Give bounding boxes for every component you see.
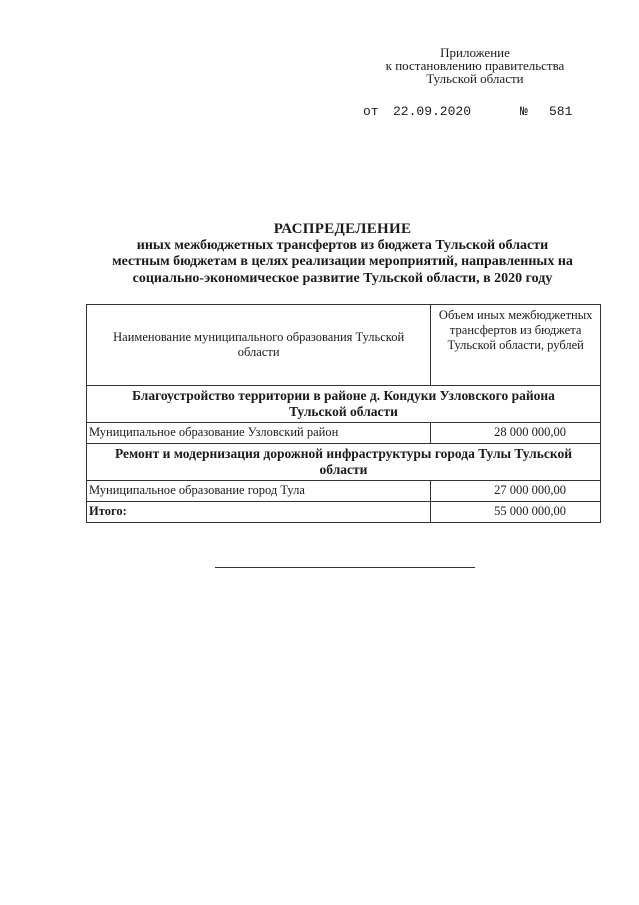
total-row bbox=[87, 502, 601, 523]
municipality-cell: Муниципальное образование Узловский район bbox=[87, 423, 431, 444]
amount-cell: 27 000 000,00 bbox=[431, 481, 601, 502]
decree-reference bbox=[363, 104, 603, 120]
municipality-cell: Муниципальное образование город Тула bbox=[87, 481, 431, 502]
section-row-2 bbox=[87, 444, 601, 481]
header-municipality: Наименование муниципального образования Тульской области bbox=[87, 305, 431, 386]
document-title bbox=[85, 221, 600, 287]
header-amount: Объем иных межбюджетных трансфертов из бюджета Тульской области, рублей bbox=[431, 305, 601, 386]
closing-separator-line bbox=[215, 567, 475, 568]
decree-date: 22.09.2020 bbox=[393, 104, 472, 119]
title-line-1: иных межбюджетных трансфертов из бюджета Тульской области bbox=[136, 237, 549, 253]
total-amount: 55 000 000,00 bbox=[431, 502, 601, 523]
table-row bbox=[87, 481, 601, 502]
annex-line-1: Приложение bbox=[440, 45, 510, 60]
decree-number-label: № bbox=[520, 104, 528, 119]
section-title-2: Ремонт и модернизация дорожной инфраструктуры города Тулы Тульской области bbox=[87, 444, 601, 481]
annex-line-2: к постановлению правительства bbox=[385, 58, 565, 73]
decree-from-label: от bbox=[363, 104, 379, 119]
title-main: РАСПРЕДЕЛЕНИЕ bbox=[273, 221, 412, 237]
annex-line-3: Тульской области bbox=[426, 71, 524, 86]
title-line-3: социально-экономическое развитие Тульской области, в 2020 году bbox=[132, 270, 553, 286]
section-row-1 bbox=[87, 386, 601, 423]
section-title-1: Благоустройство территории в районе д. Кондуки Узловского района Тульской области bbox=[87, 386, 601, 423]
allocation-table bbox=[86, 304, 601, 523]
table-header-row bbox=[87, 305, 601, 386]
title-line-2: местным бюджетам в целях реализации мероприятий, направленных на bbox=[112, 254, 573, 269]
table-row bbox=[87, 423, 601, 444]
amount-cell: 28 000 000,00 bbox=[431, 423, 601, 444]
annex-header bbox=[355, 46, 595, 85]
decree-number: 581 bbox=[549, 104, 573, 119]
total-label: Итого: bbox=[87, 502, 431, 523]
